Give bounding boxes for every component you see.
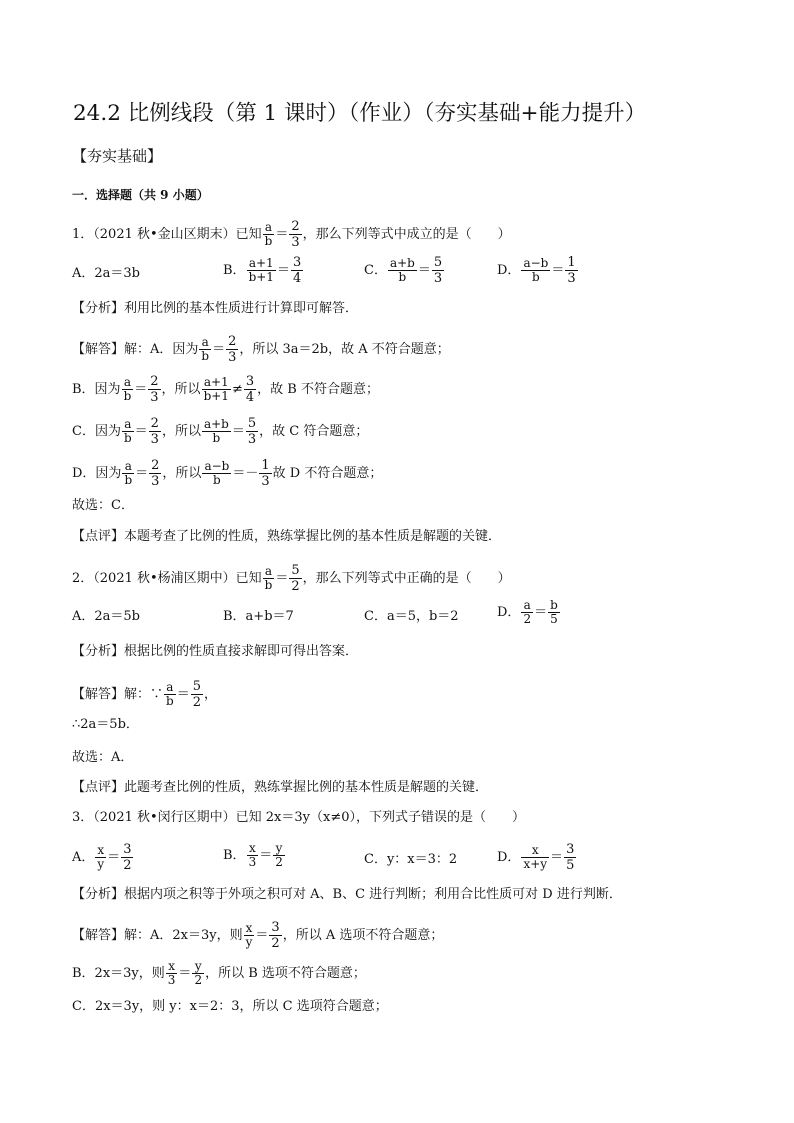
q1-solution-b: B．因为 $\frac{a}{b}$ ＝ $\frac{2}{3}$ ，所以 $\frac{a+1}{b+1}$ ≠ $\frac{3}{4}$ ，故 B 不符合题意； (72, 374, 379, 405)
q3-solution-a: 【解答】解：A．2x＝3y，则 $\frac{x}{y}$ ＝ $\frac{3}{2}$ ，所以 A 选项不符合题意； (72, 920, 444, 951)
q1-option-a: A．2a＝3b (72, 266, 141, 281)
q1-analysis: 【分析】利用比例的基本性质进行计算即可解答． (72, 301, 359, 316)
q2-comment: 【点评】此题考查比例的性质，熟练掌握比例的基本性质是解题的关键． (72, 780, 489, 795)
part-heading: 一．选择题（共 9 小题） (72, 188, 209, 202)
q1-solution-d: D．因为 $\frac{a}{b}$ ＝ $\frac{2}{3}$ ，所以 $\frac{a-b}{b}$ ＝－ $\frac{1}{3}$ 故 D 不符合题意； (72, 458, 383, 489)
q3-option-c: C．y：x＝3：2 (364, 852, 458, 867)
q1-option-d: D． $\frac{a-b}{b}$ ＝ $\frac{1}{3}$ (497, 255, 576, 286)
q2-solution-result: ∴2a＝5b． (72, 717, 139, 732)
q1-option-c: C． $\frac{a+b}{b}$ ＝ $\frac{5}{3}$ (364, 255, 443, 286)
q3-solution-b: B．2x＝3y，则 $\frac{x}{3}$ ＝ $\frac{y}{2}$ ，所以 B 选项不符合题意； (72, 959, 366, 987)
q3-option-b: B． $\frac{x}{3}$ ＝ $\frac{y}{2}$ (223, 841, 283, 869)
q1-comment: 【点评】本题考查了比例的性质，熟练掌握比例的基本性质是解题的关键． (72, 529, 502, 544)
q1-option-b: B． $\frac{a+1}{b+1}$ ＝ $\frac{3}{4}$ (223, 255, 302, 286)
q3-solution-c: C．2x＝3y，则 y：x＝2：3，所以 C 选项符合题意； (72, 999, 388, 1014)
q2-option-d: D． $\frac{a}{2}$ ＝ $\frac{b}{5}$ (497, 598, 558, 626)
fraction: $\frac{a}{b}$ (264, 220, 273, 248)
q2-option-b: B．a+b＝7 (223, 609, 294, 624)
q3-option-a: A． $\frac{x}{y}$ ＝ $\frac{3}{2}$ (72, 842, 132, 873)
q2-choice: 故选：A． (72, 750, 134, 765)
q1-solution-c: C．因为 $\frac{a}{b}$ ＝ $\frac{2}{3}$ ，所以 $\frac{a+b}{b}$ ＝ $\frac{5}{3}$ ，故 C 符合题意； (72, 416, 369, 447)
q3-stem: 3．（2021 秋•闵行区期中）已知 2x＝3y（x≠0），下列式子错误的是（ ） (72, 810, 526, 825)
q3-option-d: D． $\frac{x}{x+y}$ ＝ $\frac{3}{5}$ (497, 842, 575, 873)
q1-choice: 故选：C． (72, 498, 134, 513)
q2-option-a: A．2a＝5b (72, 609, 141, 624)
q2-option-c: C．a＝5，b＝2 (364, 609, 459, 624)
page-title: 24.2 比例线段（第 1 课时）（作业）（夯实基础+能力提升） (73, 101, 647, 126)
section-heading: 【夯实基础】 (72, 147, 163, 165)
q2-analysis: 【分析】根据比例的性质直接求解即可得出答案． (72, 644, 359, 659)
q2-solution: 【解答】解：∵ $\frac{a}{b}$ ＝ $\frac{5}{2}$ ， (72, 679, 218, 710)
q2-stem: 2．（2021 秋•杨浦区期中）已知 $\frac{a}{b}$ ＝ $\frac{5}{2}$ ，那么下列等式中正确的是（ ） (72, 563, 511, 594)
q3-analysis: 【分析】根据内项之积等于外项之积可对 A、B、C 进行判断；利用合比性质可对 D 进行判断． (72, 887, 622, 902)
q1-solution-a: 【解答】解：A．因为 $\frac{a}{b}$ ＝ $\frac{2}{3}$ ，所以 3a＝2b，故 A 不符合题意； (72, 334, 450, 365)
q1-stem: 1．（2021 秋•金山区期末）已知 $\frac{a}{b}$ ＝ $\frac{2}{3}$ ，那么下列等式中成立的是（ ） (72, 219, 511, 250)
